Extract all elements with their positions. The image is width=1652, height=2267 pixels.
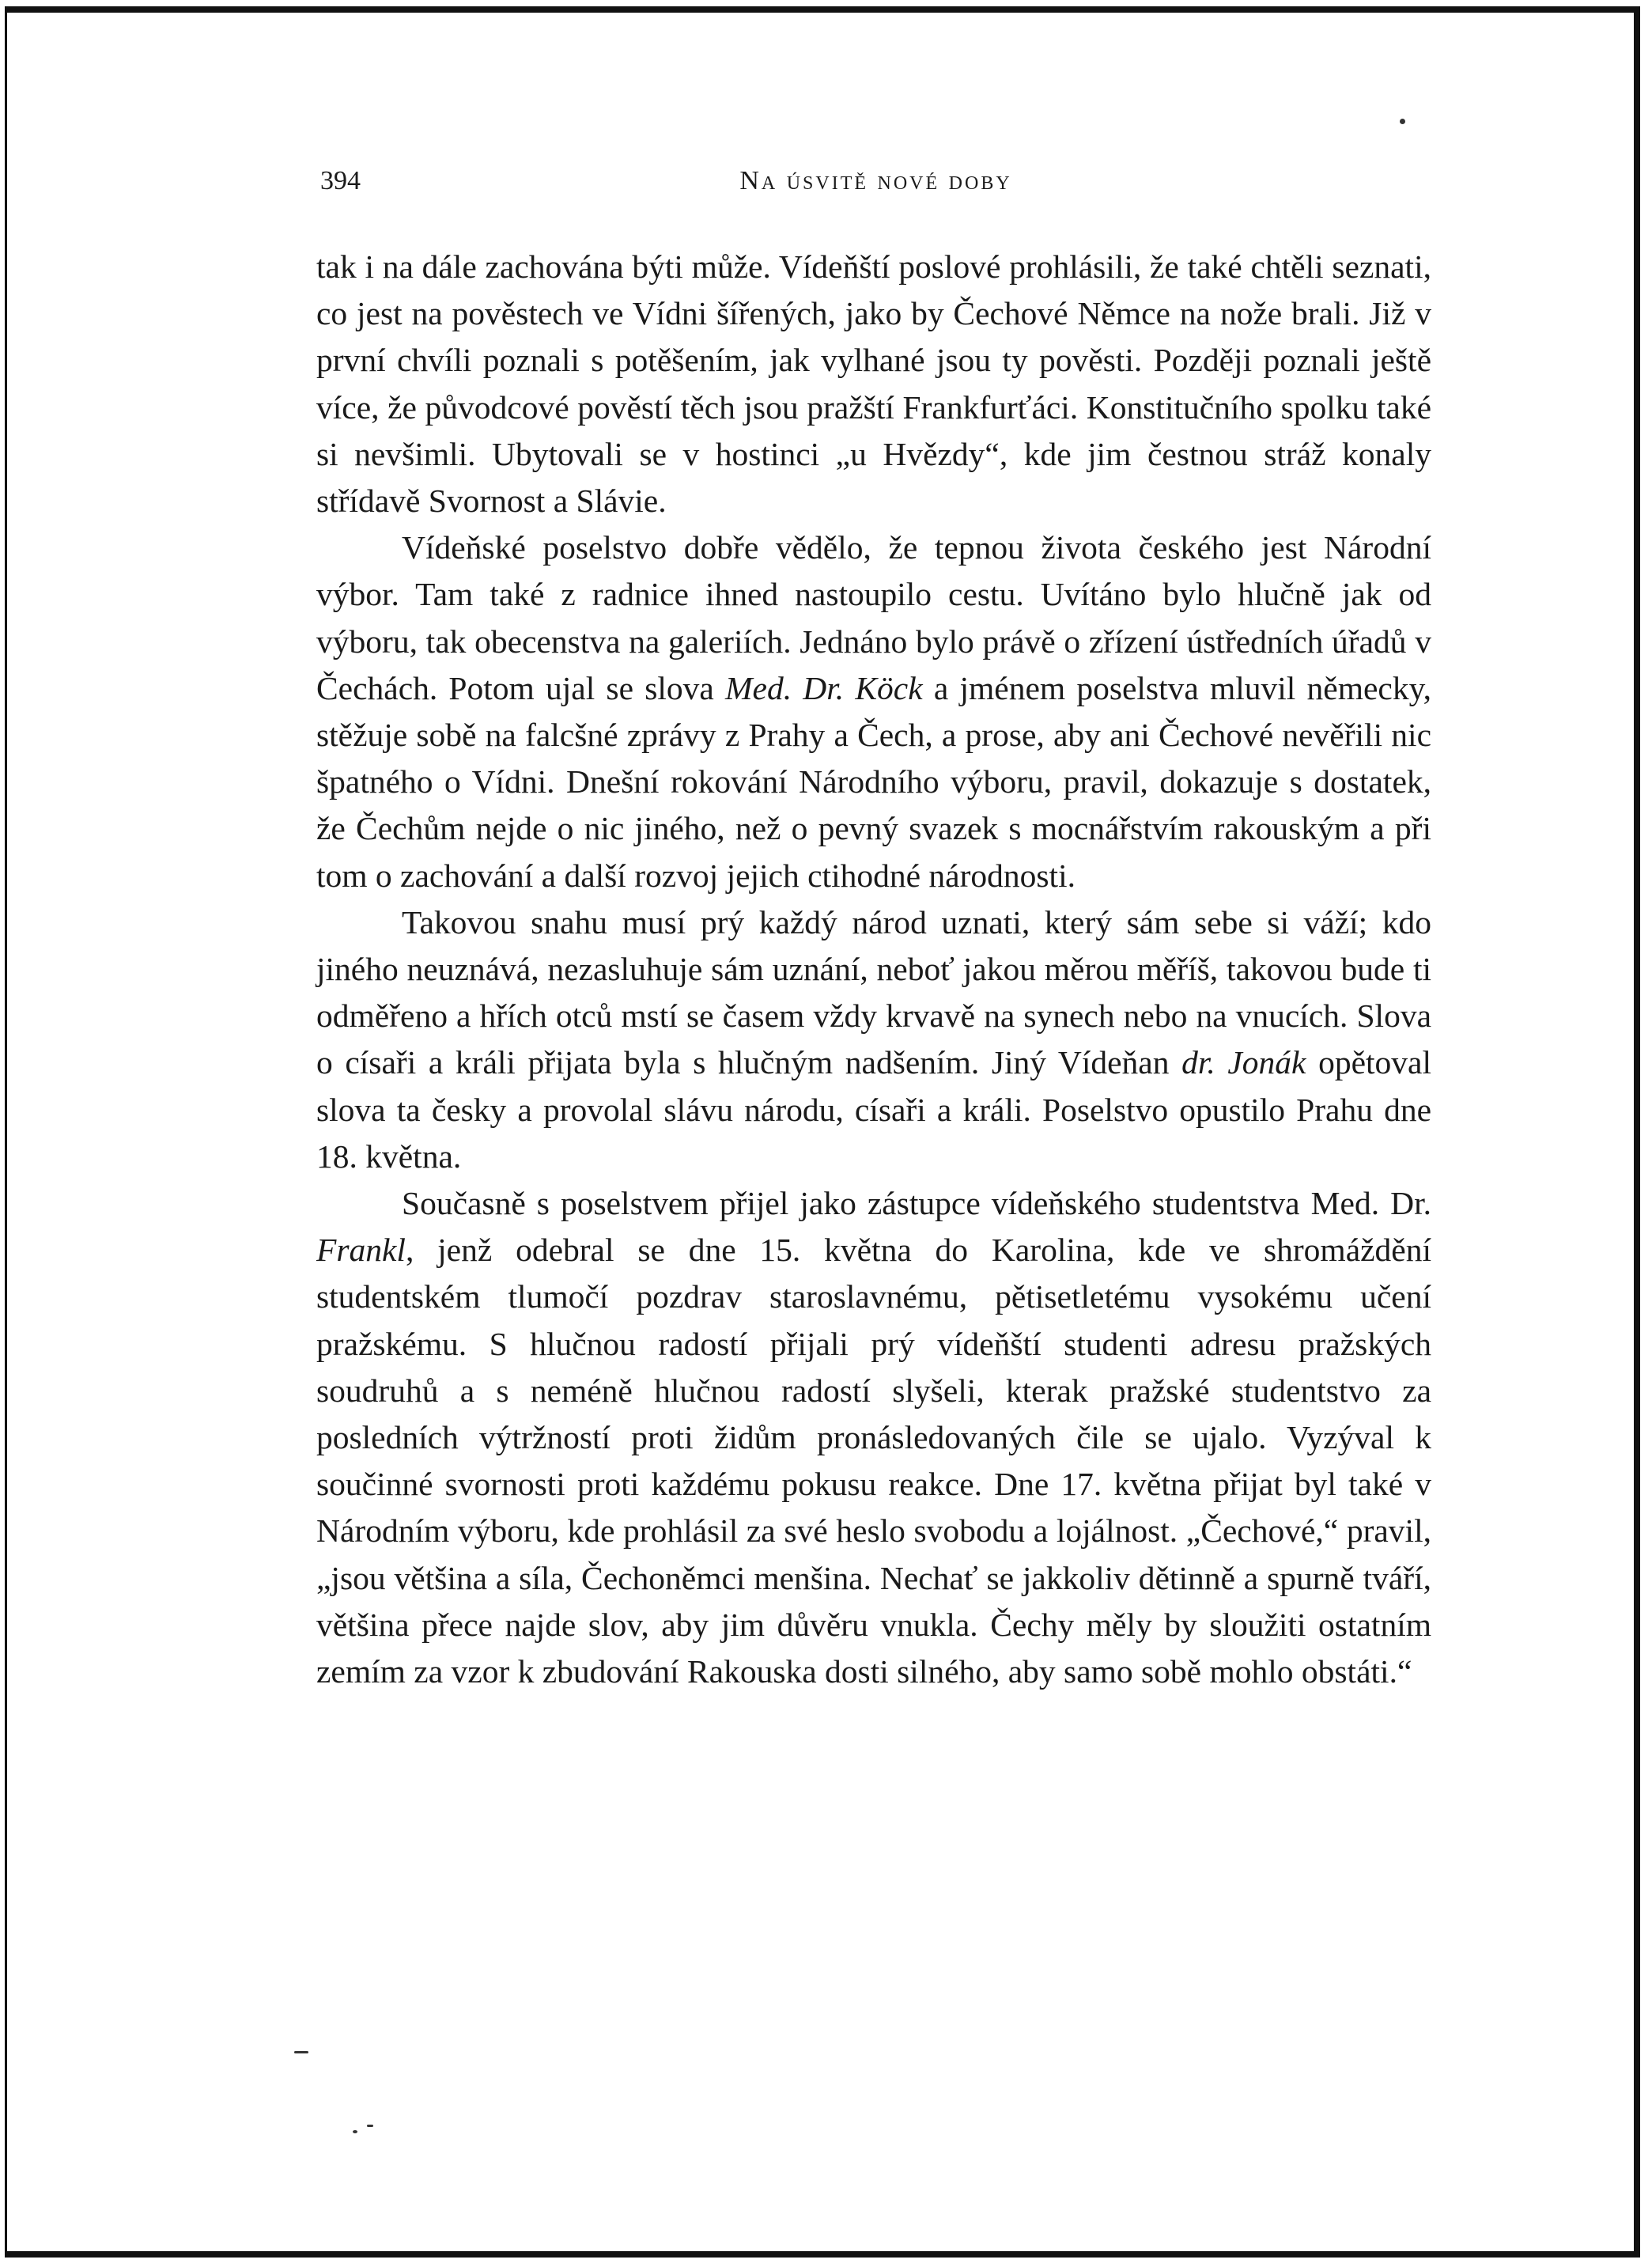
page-header (320, 166, 1431, 206)
running-title: Na úsvitě nové doby (739, 166, 1012, 195)
scan-speck (1400, 119, 1405, 124)
scan-speck (294, 2051, 308, 2053)
person-name: Med. Dr. Köck (724, 669, 923, 706)
paragraph (316, 524, 1431, 899)
scan-speck (367, 2125, 373, 2127)
person-name: dr. Jonák (1181, 1044, 1306, 1081)
paragraph-text: , jenž odebral se dne 15. května do Karolina, kde ve shromáždění studentském tlumočí pozdrav staroslavnému, pětisetletému vysokému učení pražskému. S hlučnou radostí přijali prý vídeňští studenti adresu pražských soudruhů a s neméně hlučnou radostí slyšeli, kterak pražské studentstvo za posledních výtržností proti židům pronásledovaných čile se ujalo. Vyzýval k součinné svornosti proti každému pokusu reakce. Dne 17. května přijat byl také v Národním výboru, kde prohlásil za své heslo svobodu a lojálnost. „Čechové,“ pravil, „jsou většina a síla, Čechoněmci menšina. Nechať se jakkoliv dětinně a spurně tváří, většina přece najde slov, aby jim důvěru vnukla. Čechy měly by sloužiti ostatním zemím za vzor k zbudování Rakouska dosti silného, aby samo sobě mohlo obstáti.“ (316, 1232, 1431, 1690)
paragraph-text: Vídeňské poselstvo dobře vědělo, že tepnou života českého jest Národní výbor. Tam také z radnice ihned nastoupilo cestu. Uvítáno bylo hlučně jak od výboru, tak obecenstva na galeriích. Jednáno bylo právě o zřízení ústředních úřadů v Čechách. Potom ujal se slova (316, 529, 1431, 706)
body-text (316, 244, 1431, 1695)
paragraph-text: a jménem poselstva mluvil německy, stěžuje sobě na falcšné zprávy z Prahy a Čech, a prose, aby ani Čechové nevěřili nic špatného o Vídni. Dnešní rokování Národního výboru, pravil, dokazuje s dostatek, že Čechům nejde o nic jiného, než o pevný svazek s mocnářstvím rakouským a při tom o zachování a další rozvoj jejich ctihodné národnosti. (316, 669, 1432, 894)
paragraph-text: Takovou snahu musí prý každý národ uznati, který sám sebe si váží; kdo jiného neuznává, nezasluhuje sám uznání, neboť jakou měrou měříš, takovou bude ti odměřeno a hřích otců mstí se časem vždy krvavě na synech nebo na vnucích. Slova o císaři a králi přijata byla s hlučným nadšením. Jiný Vídeňan (316, 903, 1431, 1081)
paragraph-text: opětoval slova ta česky a provolal slávu národu, císaři a králi. Poselstvo opustilo Prahu dne 18. května. (316, 1044, 1431, 1175)
paragraph (316, 899, 1431, 1180)
paragraph-text: Současně s poselstvem přijel jako zástupce vídeňského studentstva Med. Dr. (402, 1185, 1431, 1222)
paragraph (316, 1180, 1431, 1695)
paragraph (316, 244, 1431, 524)
person-name: Frankl (316, 1232, 406, 1269)
page-number: 394 (320, 166, 361, 195)
scan-speck (353, 2130, 357, 2133)
paragraph-text: tak i na dále zachována býti může. Vídeňští poslové prohlásili, že také chtěli seznati, co jest na pověstech ve Vídni šířených, jako by Čechové Němce na nože brali. Již v první chvíli poznali s potěšením, jak vylhané jsou ty pověsti. Později poznali ještě více, že původcové pověstí těch jsou pražští Frankfurťáci. Konstitučního spolku také si nevšimli. Ubytovali se v hostinci „u Hvězdy“, kde jim čestnou stráž konaly střídavě Svornost a Slávie. (316, 248, 1431, 520)
